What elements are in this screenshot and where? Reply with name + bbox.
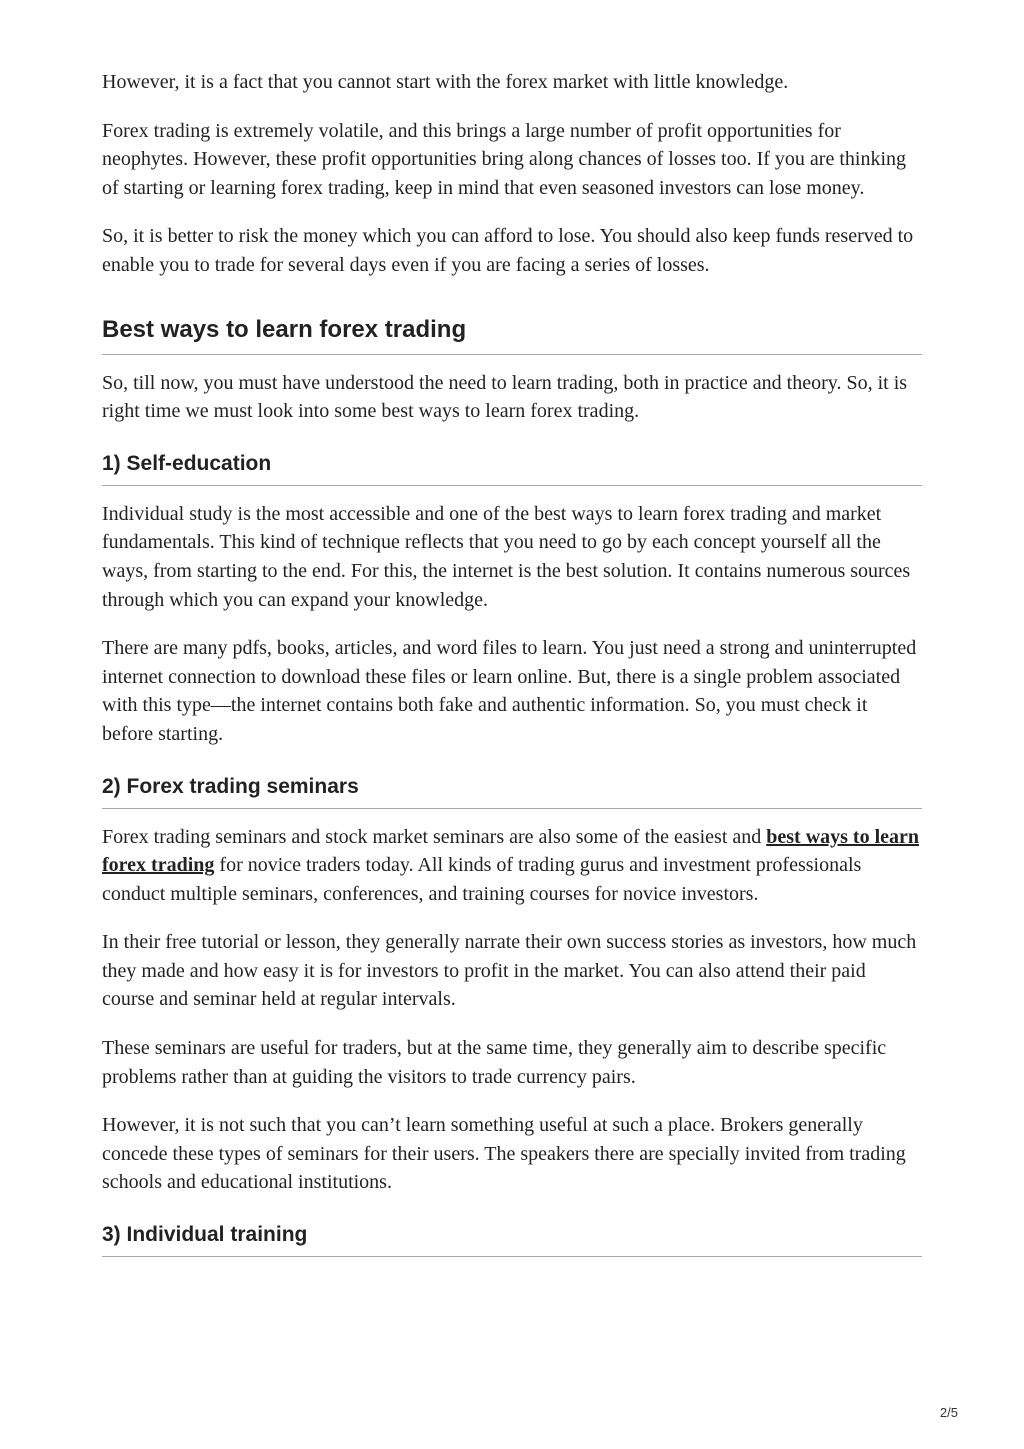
heading-individual-training: 3) Individual training — [102, 1222, 922, 1257]
heading-forex-seminars: 2) Forex trading seminars — [102, 774, 922, 809]
paragraph-learning-resources: There are many pdfs, books, articles, and word files to learn. You just need a strong and uninterrupted internet connection to download these files or learn online. But, there is a single problem associated with this type—the internet contains both fake and authentic information. So, you must check it before starting. — [102, 637, 917, 745]
paragraph-forex-knowledge: However, it is a fact that you cannot start with the forex market with little knowledge. — [102, 71, 789, 93]
paragraph-brokers-seminars: However, it is not such that you can’t learn something useful at such a place. Brokers generally concede these types of seminars for their users. The speakers there are specially invited from trading schools and educational institutions. — [102, 1114, 906, 1194]
paragraph-individual-study: Individual study is the most accessible and one of the best ways to learn forex trading and market fundamentals. This kind of technique reflects that you need to go by each concept yourself all the ways, from starting to the end. For this, the internet is the best solution. It contains numerous sources through which you can expand your knowledge. — [102, 502, 911, 611]
paragraph-free-tutorial: In their free tutorial or lesson, they generally narrate their own success stories as investors, how much they made and how easy it is for investors to profit in the market. You can also attend their paid course and seminar held at regular intervals. — [102, 931, 917, 1011]
paragraph-forex-volatility: Forex trading is extremely volatile, and this brings a large number of profit opportunities for neophytes. However, these profit opportunities bring along chances of losses too. If you are thinking of starting or learning forex trading, keep in mind that even seasoned investors can lose money. — [102, 119, 907, 199]
best-ways-link[interactable]: best ways to learn forex trading — [102, 825, 920, 877]
heading-best-ways: Best ways to learn forex trading — [102, 315, 922, 355]
paragraph-text-after-link: for novice traders today. All kinds of trading gurus and investment professionals conduct multiple seminars, conferences, and training courses for novice investors. — [102, 854, 862, 905]
paragraph-text-before-link: Forex trading seminars and stock market seminars are also some of the easiest and — [102, 825, 767, 848]
paragraph-seminars-intro — [102, 823, 922, 909]
paragraph-best-ways-intro: So, till now, you must have understood the need to learn trading, both in practice and theory. So, it is right time we must look into some best ways to learn forex trading. — [102, 371, 908, 423]
paragraph-risk-money: So, it is better to risk the money which you can afford to lose. You should also keep funds reserved to enable you to trade for several days even if you are facing a series of losses. — [102, 225, 914, 276]
heading-self-education: 1) Self-education — [102, 451, 922, 486]
document-page — [102, 68, 922, 1271]
paragraph-seminars-useful: These seminars are useful for traders, but at the same time, they generally aim to describe specific problems rather than at guiding the visitors to trade currency pairs. — [102, 1037, 887, 1088]
page-number: 2/5 — [939, 1405, 958, 1420]
